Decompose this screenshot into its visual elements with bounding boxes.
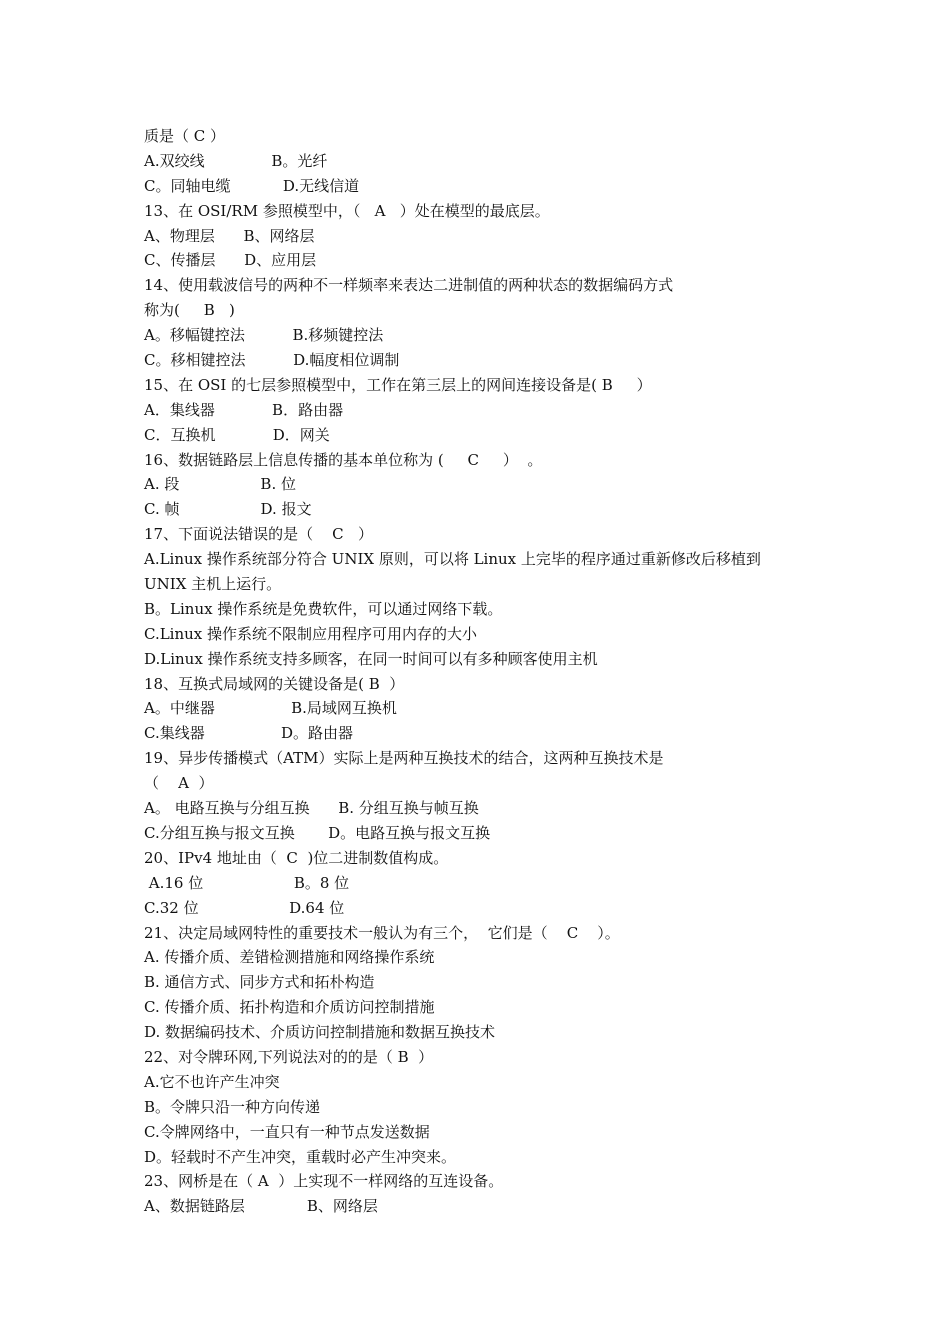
text-line: D. 数据编码技术、介质访问控制措施和数据互换技术: [144, 1023, 496, 1042]
text-line: A. 段 B. 位: [144, 475, 296, 494]
text-line: C.32 位 D.64 位: [144, 898, 345, 917]
text-line: 16、数据链路层上信息传播的基本单位称为 ( C ） 。: [144, 450, 543, 469]
text-line: C.令牌网络中，一直只有一种节点发送数据: [144, 1122, 430, 1141]
text-line: 13、在 OSI/RM 参照模型中，（ A ）处在模型的最底层。: [144, 201, 550, 220]
text-line: A、数据链路层 B、网络层: [144, 1197, 378, 1216]
text-line: 14、使用载波信号的两种不一样频率来表达二进制值的两种状态的数据编码方式: [144, 276, 674, 295]
text-line: C．互换机 D．网关: [144, 425, 330, 444]
text-line: A。 电路互换与分组互换 B. 分组互换与帧互换: [144, 799, 479, 818]
text-line: C.集线器 D。路由器: [144, 724, 354, 743]
text-line: B。令牌只沿一种方向传递: [144, 1097, 321, 1116]
text-line: B。Linux 操作系统是免费软件，可以通过网络下载。: [144, 599, 503, 618]
text-line: 20、IPv4 地址由（ C )位二进制数值构成。: [144, 848, 449, 867]
text-line: 22、对令牌环网,下列说法对的的是（ B ）: [144, 1047, 434, 1066]
text-line: C.分组互换与报文互换 D。电路互换与报文互换: [144, 823, 491, 842]
text-line: A。中继器 B.局域网互换机: [144, 699, 397, 718]
text-line: 17、下面说法错误的是（ C ）: [144, 525, 373, 544]
text-line: 23、网桥是在（ A ）上实现不一样网络的互连设备。: [144, 1172, 504, 1191]
text-line: A．集线器 B．路由器: [144, 400, 344, 419]
document-body: [144, 124, 824, 1219]
text-line: C. 帧 D. 报文: [144, 500, 312, 519]
text-line: B. 通信方式、同步方式和拓朴构造: [144, 973, 375, 992]
text-line: C.Linux 操作系统不限制应用程序可用内存的大小: [144, 624, 478, 643]
text-line: 质是（ C ）: [144, 127, 226, 145]
text-line: A、物理层 B、网络层: [144, 226, 315, 245]
text-line: 18、互换式局域网的关键设备是( B ）: [144, 674, 405, 693]
text-line: 21、决定局域网特性的重要技术一般认为有三个， 它们是（ C ）。: [144, 923, 620, 942]
text-line: 15、在 OSI 的七层参照模型中，工作在第三层上的网间连接设备是( B ）: [144, 375, 652, 394]
text-line: A. 传播介质、差错检测措施和网络操作系统: [144, 948, 435, 967]
text-line: C。同轴电缆 D.无线信道: [144, 176, 360, 195]
text-line: 19、异步传播模式（ATM）实际上是两种互换技术的结合，这两种互换技术是: [144, 749, 664, 768]
text-line: C。移相键控法 D.幅度相位调制: [144, 351, 400, 370]
text-line: D.Linux 操作系统支持多顾客，在同一时间可以有多种顾客使用主机: [144, 649, 598, 668]
text-line: C. 传播介质、拓扑构造和介质访问控制措施: [144, 998, 435, 1017]
text-line: A.16 位 B。8 位: [144, 873, 350, 892]
text-line: （ A ）: [144, 774, 214, 793]
text-line: A.Linux 操作系统部分符合 UNIX 原则，可以将 Linux 上完毕的程序通过重新修改后移植到: [144, 550, 761, 569]
text-line: A。移幅键控法 B.移频键控法: [144, 326, 384, 345]
text-line: A.它不也许产生冲突: [144, 1072, 280, 1091]
text-line: UNIX 主机上运行。: [144, 575, 282, 594]
text-line: D。轻载时不产生冲突，重载时必产生冲突来。: [144, 1147, 457, 1166]
text-line: A.双绞线 B。光纤: [144, 151, 328, 170]
text-line: 称为( B ): [144, 301, 235, 320]
text-line: C、传播层 D、应用层: [144, 251, 317, 270]
